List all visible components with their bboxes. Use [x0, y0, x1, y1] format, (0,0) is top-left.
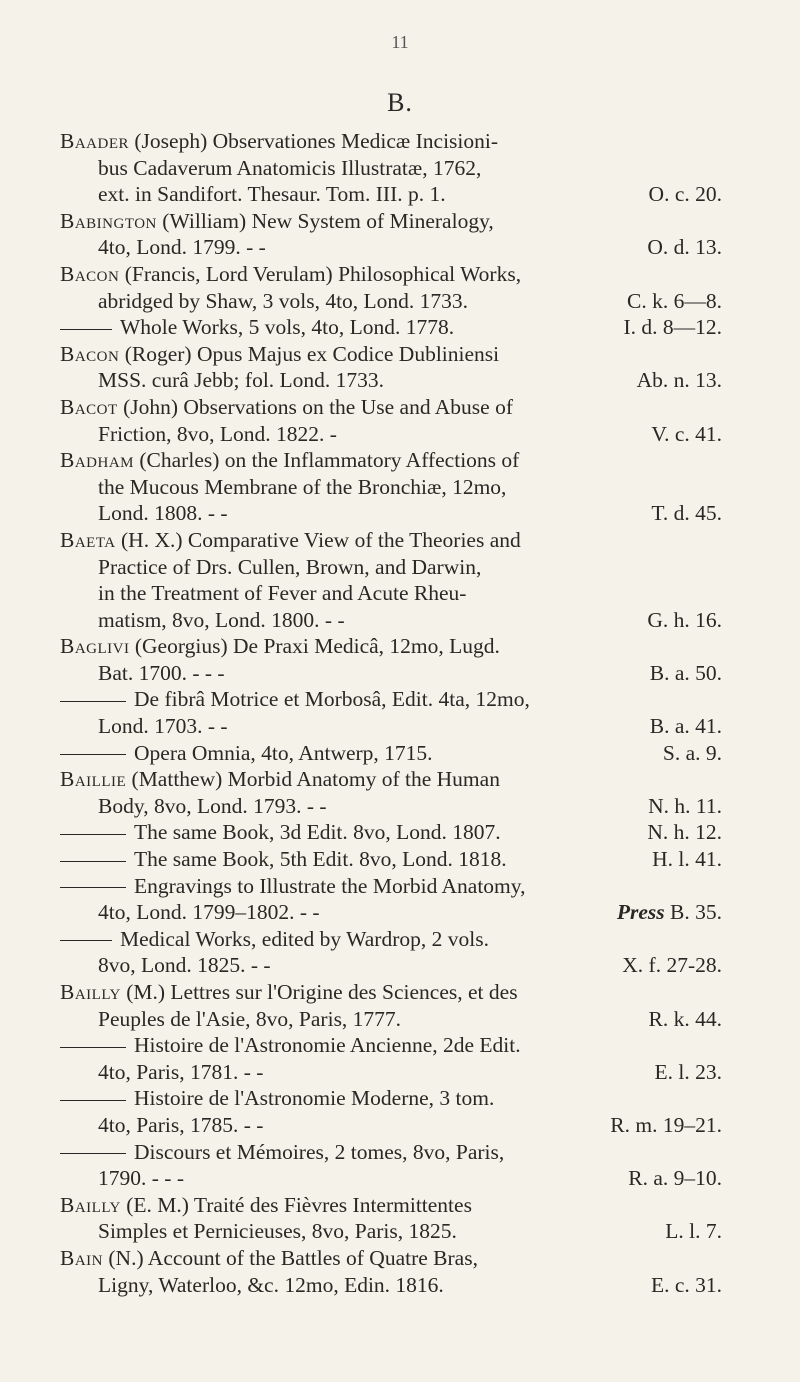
- shelf-mark-code: R. a. 9–10.: [628, 1166, 722, 1191]
- entry-text: Baglivi (Georgius) De Praxi Medicâ, 12mo, Lugd.: [60, 634, 500, 659]
- entry-text: Practice of Drs. Cullen, Brown, and Darwin,: [98, 554, 482, 579]
- shelf-mark: [647, 607, 722, 634]
- entry-text: ext. in Sandifort. Thesaur. Tom. III. p. 1.: [98, 182, 446, 207]
- entry-text: Baillie (Matthew) Morbid Anatomy of the Human: [60, 767, 500, 792]
- entry-line-baader-3: [60, 181, 722, 208]
- entry-line-baeta-3: [60, 580, 722, 607]
- entry-line-bailly-e-1: [60, 1192, 722, 1219]
- shelf-mark: [663, 740, 722, 767]
- ditto-dash: [60, 861, 126, 862]
- entry-line-bailly-m-4: [60, 1059, 722, 1086]
- shelf-mark: [647, 819, 722, 846]
- entry-text: Badham (Charles) on the Inflammatory Affections of: [60, 448, 520, 473]
- entry-line-bacot-2: [60, 421, 722, 448]
- shelf-mark: [627, 288, 722, 315]
- shelf-mark: [648, 793, 722, 820]
- entry-line-bailly-m-8: [60, 1165, 722, 1192]
- entry-text: the Mucous Membrane of the Bronchiæ, 12mo,: [98, 474, 507, 499]
- shelf-mark-code: X. f. 27-28.: [622, 953, 722, 978]
- entry-text: Bain (N.) Account of the Battles of Quatre Bras,: [60, 1245, 478, 1270]
- entry-text: Friction, 8vo, Lond. 1822. -: [98, 421, 337, 446]
- entry-line-badham-3: [60, 500, 722, 527]
- entry-line-baeta-1: [60, 527, 722, 554]
- shelf-mark-code: S. a. 9.: [662, 740, 722, 765]
- shelf-mark: [652, 846, 722, 873]
- entry-line-badham-1: [60, 447, 722, 474]
- entry-text: Bacon (Roger) Opus Majus ex Codice Dubliniensi: [60, 341, 500, 366]
- entry-line-baglivi-2: [60, 660, 722, 687]
- entry-text: Baeta (H. X.) Comparative View of the Theories and: [60, 527, 521, 552]
- entry-line-bacon-f-1: [60, 261, 722, 288]
- shelf-mark-code: H. l. 41.: [652, 847, 722, 872]
- shelf-mark-code: C. k. 6—8.: [627, 288, 722, 313]
- shelf-mark-code: T. d. 45.: [651, 501, 722, 526]
- shelf-mark: [628, 1165, 722, 1192]
- entry-text: Peuples de l'Asie, 8vo, Paris, 1777.: [98, 1006, 402, 1031]
- entry-text: Bailly (E. M.) Traité des Fièvres Intermittentes: [60, 1192, 472, 1217]
- shelf-mark: [651, 421, 722, 448]
- shelf-mark: [651, 500, 722, 527]
- entry-line-baillie-5: [60, 873, 722, 900]
- entry-line-bacon-r-2: [60, 367, 722, 394]
- entry-line-bain-2: [60, 1272, 722, 1299]
- entry-text: bus Cadaverum Anatomicis Illustratæ, 1762,: [98, 155, 482, 180]
- shelf-mark-code: O. d. 13.: [647, 235, 722, 260]
- entry-text: Body, 8vo, Lond. 1793. - -: [98, 793, 327, 818]
- shelf-mark-code: Ab. n. 13.: [636, 368, 722, 393]
- shelf-mark: [622, 952, 722, 979]
- entry-line-baglivi-4: [60, 713, 722, 740]
- shelf-mark-code: B. 35.: [670, 900, 722, 925]
- entry-line-baeta-2: [60, 554, 722, 581]
- entry-text: Histoire de l'Astronomie Ancienne, 2de Edit.: [134, 1033, 521, 1058]
- entry-text: 1790. - - -: [98, 1166, 184, 1191]
- entry-text: Babington (William) New System of Mineralogy,: [60, 208, 494, 233]
- entry-line-baglivi-1: [60, 633, 722, 660]
- entry-text: matism, 8vo, Lond. 1800. - -: [98, 607, 345, 632]
- entry-text: MSS. curâ Jebb; fol. Lond. 1733.: [98, 368, 385, 393]
- entry-text: Lond. 1703. - -: [98, 714, 228, 739]
- shelf-mark: [610, 1112, 722, 1139]
- entry-line-baillie-6: [60, 899, 722, 926]
- shelf-mark-code: R. k. 44.: [648, 1006, 722, 1031]
- shelf-mark: [649, 181, 722, 208]
- entry-line-bailly-m-2: [60, 1006, 722, 1033]
- entry-text: Bailly (M.) Lettres sur l'Origine des Sciences, et des: [60, 980, 518, 1004]
- shelf-mark-code: N. h. 12.: [647, 820, 722, 845]
- ditto-dash: [60, 754, 126, 755]
- entry-text: 4to, Lond. 1799. - -: [98, 235, 266, 260]
- shelf-mark-code: B. a. 50.: [649, 660, 722, 685]
- catalogue-entries: [60, 128, 722, 1298]
- ditto-dash: [60, 329, 112, 330]
- entry-line-bailly-m-1: [60, 979, 722, 1006]
- shelf-mark-press: Press: [616, 900, 671, 925]
- entry-text: in the Treatment of Fever and Acute Rheu-: [98, 581, 467, 606]
- shelf-mark: [647, 234, 722, 261]
- entry-line-baglivi-5: [60, 740, 722, 767]
- entry-text: The same Book, 5th Edit. 8vo, Lond. 1818.: [134, 847, 507, 872]
- ditto-dash: [60, 887, 126, 888]
- entry-line-baglivi-3: [60, 686, 722, 713]
- entry-line-bailly-m-5: [60, 1085, 722, 1112]
- entry-line-bacon-r-1: [60, 341, 722, 368]
- shelf-mark-code: R. m. 19–21.: [610, 1112, 722, 1137]
- entry-text: Histoire de l'Astronomie Moderne, 3 tom.: [134, 1086, 495, 1111]
- entry-text: Medical Works, edited by Wardrop, 2 vols.: [120, 926, 489, 951]
- shelf-mark-code: V. c. 41.: [651, 421, 722, 446]
- entry-text: Engravings to Illustrate the Morbid Anatomy,: [134, 873, 526, 898]
- shelf-mark: [637, 367, 722, 394]
- ditto-dash: [60, 940, 112, 941]
- ditto-dash: [60, 834, 126, 835]
- entry-text: Bat. 1700. - - -: [98, 660, 225, 685]
- ditto-dash: [60, 1153, 126, 1154]
- shelf-mark-code: I. d. 8—12.: [623, 315, 722, 340]
- shelf-mark: [650, 713, 722, 740]
- entry-line-badham-2: [60, 474, 722, 501]
- entry-text: Baader (Joseph) Observationes Medicæ Incisioni-: [60, 129, 499, 153]
- entry-line-bailly-m-6: [60, 1112, 722, 1139]
- entry-line-baillie-7: [60, 926, 722, 953]
- entry-line-babington-2: [60, 234, 722, 261]
- entry-line-babington-1: [60, 208, 722, 235]
- page-number: 11: [391, 32, 409, 52]
- ditto-dash: [60, 701, 126, 702]
- entry-text: Simples et Pernicieuses, 8vo, Paris, 1825.: [98, 1219, 457, 1244]
- entry-line-baillie-3: [60, 819, 722, 846]
- entry-line-bain-1: [60, 1245, 722, 1272]
- ditto-dash: [60, 1100, 126, 1101]
- shelf-mark: [649, 1006, 722, 1033]
- entry-text: Bacot (John) Observations on the Use and Abuse of: [60, 394, 513, 419]
- section-letter: B.: [387, 88, 413, 117]
- shelf-mark-code: O. c. 20.: [648, 182, 722, 207]
- entry-line-baillie-1: [60, 766, 722, 793]
- entry-line-bacot-1: [60, 394, 722, 421]
- shelf-mark-code: E. c. 31.: [650, 1272, 722, 1297]
- entry-text: Bacon (Francis, Lord Verulam) Philosophical Works,: [60, 261, 522, 286]
- entry-text: abridged by Shaw, 3 vols, 4to, Lond. 1733.: [98, 288, 469, 313]
- entry-text: 4to, Paris, 1781. - -: [98, 1059, 264, 1084]
- entry-line-bailly-e-2: [60, 1218, 722, 1245]
- shelf-mark: [650, 660, 722, 687]
- shelf-mark-code: E. l. 23.: [654, 1059, 722, 1084]
- shelf-mark: [665, 1218, 722, 1245]
- entry-text: Lond. 1808. - -: [98, 501, 228, 526]
- entry-text: The same Book, 3d Edit. 8vo, Lond. 1807.: [134, 820, 501, 845]
- shelf-mark: [617, 899, 722, 926]
- shelf-mark: [651, 1272, 722, 1299]
- shelf-mark: [655, 1059, 722, 1086]
- ditto-dash: [60, 1047, 126, 1048]
- entry-text: 8vo, Lond. 1825. - -: [98, 953, 271, 978]
- entry-line-bacon-f-2: [60, 288, 722, 315]
- entry-text: Discours et Mémoires, 2 tomes, 8vo, Paris,: [134, 1139, 505, 1164]
- entry-text: Ligny, Waterloo, &c. 12mo, Edin. 1816.: [98, 1272, 444, 1297]
- entry-text: 4to, Lond. 1799–1802. - -: [98, 900, 320, 925]
- entry-line-baeta-4: [60, 607, 722, 634]
- entry-text: Opera Omnia, 4to, Antwerp, 1715.: [134, 740, 433, 765]
- entry-line-baillie-4: [60, 846, 722, 873]
- entry-line-bailly-m-3: [60, 1032, 722, 1059]
- entry-line-baader-1: [60, 128, 722, 155]
- shelf-mark-code: G. h. 16.: [647, 607, 722, 632]
- entry-line-bacon-f-3: [60, 314, 722, 341]
- entry-line-baillie-2: [60, 793, 722, 820]
- entry-line-baillie-8: [60, 952, 722, 979]
- shelf-mark-code: L. l. 7.: [665, 1219, 722, 1244]
- entry-text: 4to, Paris, 1785. - -: [98, 1112, 264, 1137]
- entry-line-baader-2: [60, 155, 722, 182]
- shelf-mark: [623, 314, 722, 341]
- entry-text: Whole Works, 5 vols, 4to, Lond. 1778.: [120, 315, 455, 340]
- entry-line-bailly-m-7: [60, 1139, 722, 1166]
- entry-text: De fibrâ Motrice et Morbosâ, Edit. 4ta, 12mo,: [134, 687, 530, 712]
- shelf-mark-code: B. a. 41.: [649, 714, 722, 739]
- shelf-mark-code: N. h. 11.: [648, 793, 722, 818]
